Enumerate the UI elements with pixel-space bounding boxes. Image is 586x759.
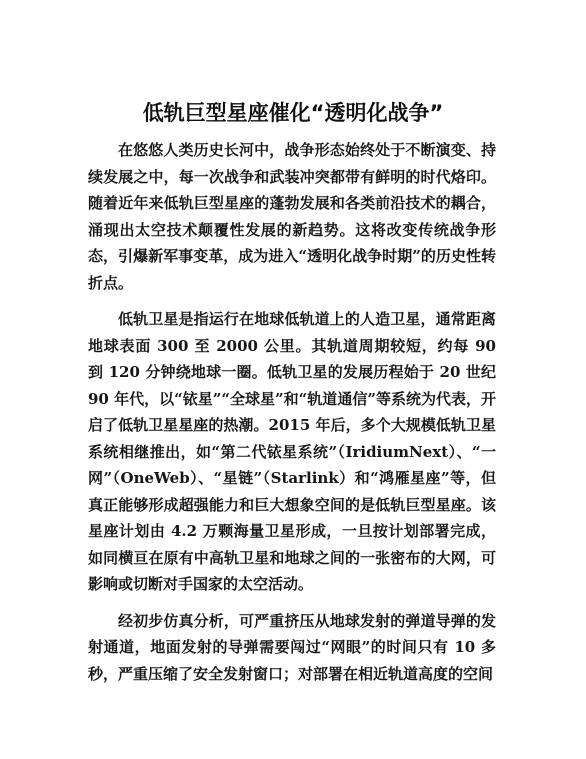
- article-body: [88, 137, 496, 687]
- paragraph-3: 经初步仿真分析，可严重挤压从地球发射的弹道导弹的发射通道，地面发射的导弹需要闯过“网眼”的时间只有 10 多秒，严重压缩了安全发射窗口；对部署在相近轨道高度的空间: [88, 611, 496, 683]
- paragraph-2: 低轨卫星是指运行在地球低轨道上的人造卫星，通常距离地球表面 300 至 2000 公里。其轨道周期较短，约每 90 到 120 分钟绕地球一圈。低轨卫星的发展历程始于 20 世纪 90 年代，以“铱星”“全球星”和“轨道通信”等系统为代表，开启了低轨卫星星座的热潮。2015 年后，多个大规模低轨卫星系统相继推出，如“第二代铱星系统”（IridiumNext）、“一网”（OneWeb）、“星链”（Starlink）和“鸿雁星座”等，但真正能够形成超强能力和巨大想象空间的是低轨巨型星座。该星座计划由 4.2 万颗海量卫星形成，一旦按计划部署完成，如同横亘在原有中高轨卫星和地球之间的一张密布的大网，可影响或切断对手国家的太空活动。: [88, 310, 496, 593]
- paragraph-1: 在悠悠人类历史长河中，战争形态始终处于不断演变、持续发展之中，每一次战争和武装冲突都带有鲜明的时代烙印。随着近年来低轨巨型星座的蓬勃发展和各类前沿技术的耦合，涌现出太空技术颠覆性发展的新趋势。这将改变传统战争形态，引爆新军事变革，成为进入“透明化战争时期”的历史性转折点。: [88, 141, 496, 292]
- article-title: 低轨巨型星座催化“透明化战争”: [142, 101, 444, 125]
